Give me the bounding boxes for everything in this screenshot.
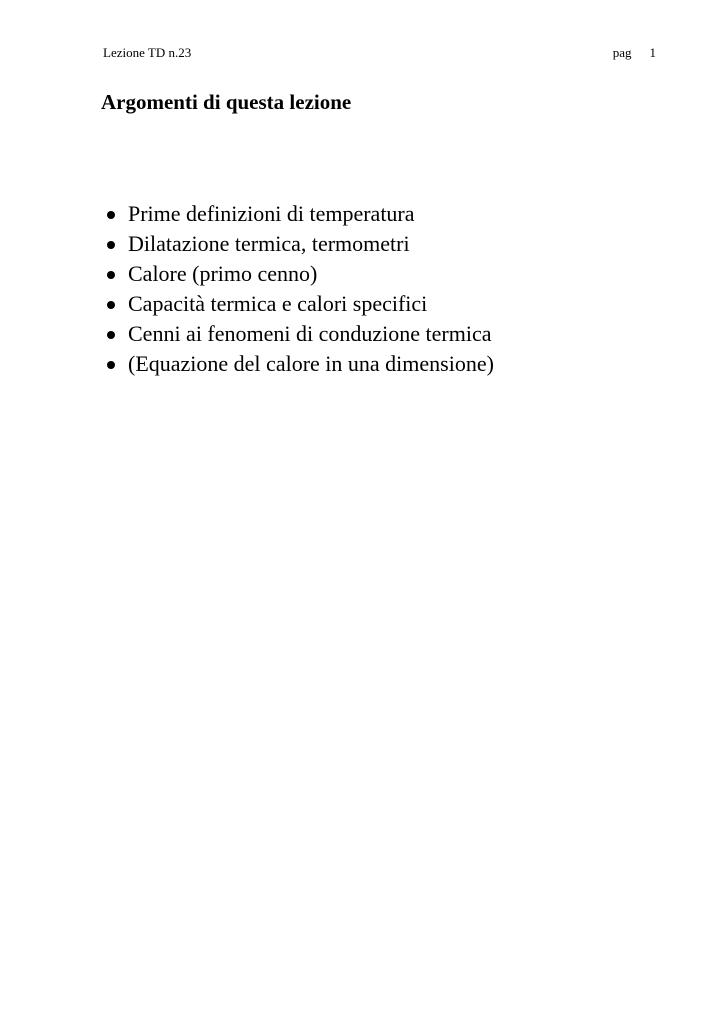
running-header [103, 44, 656, 62]
bullet-icon [107, 211, 115, 219]
lesson-label: Lezione TD n.23 [103, 45, 192, 60]
topic-text: Prime definizioni di temperatura [128, 201, 415, 226]
topic-text: Calore (primo cenno) [128, 261, 318, 286]
page-label: pag [612, 45, 632, 60]
bullet-icon [107, 241, 115, 249]
bullet-icon [107, 361, 115, 369]
page-indicator [613, 44, 656, 62]
topic-text: Dilatazione termica, termometri [128, 231, 410, 256]
topic-text: (Equazione del calore in una dimensione) [128, 351, 494, 376]
bullet-icon [107, 301, 115, 309]
topic-text: Cenni ai fenomeni di conduzione termica [128, 321, 492, 346]
topic-text: Capacità termica e calori specifici [128, 291, 428, 316]
page-number: 1 [649, 45, 656, 60]
page-title: Argomenti di questa lezione [101, 90, 352, 114]
bullet-icon [107, 331, 115, 339]
bullet-icon [107, 271, 115, 279]
